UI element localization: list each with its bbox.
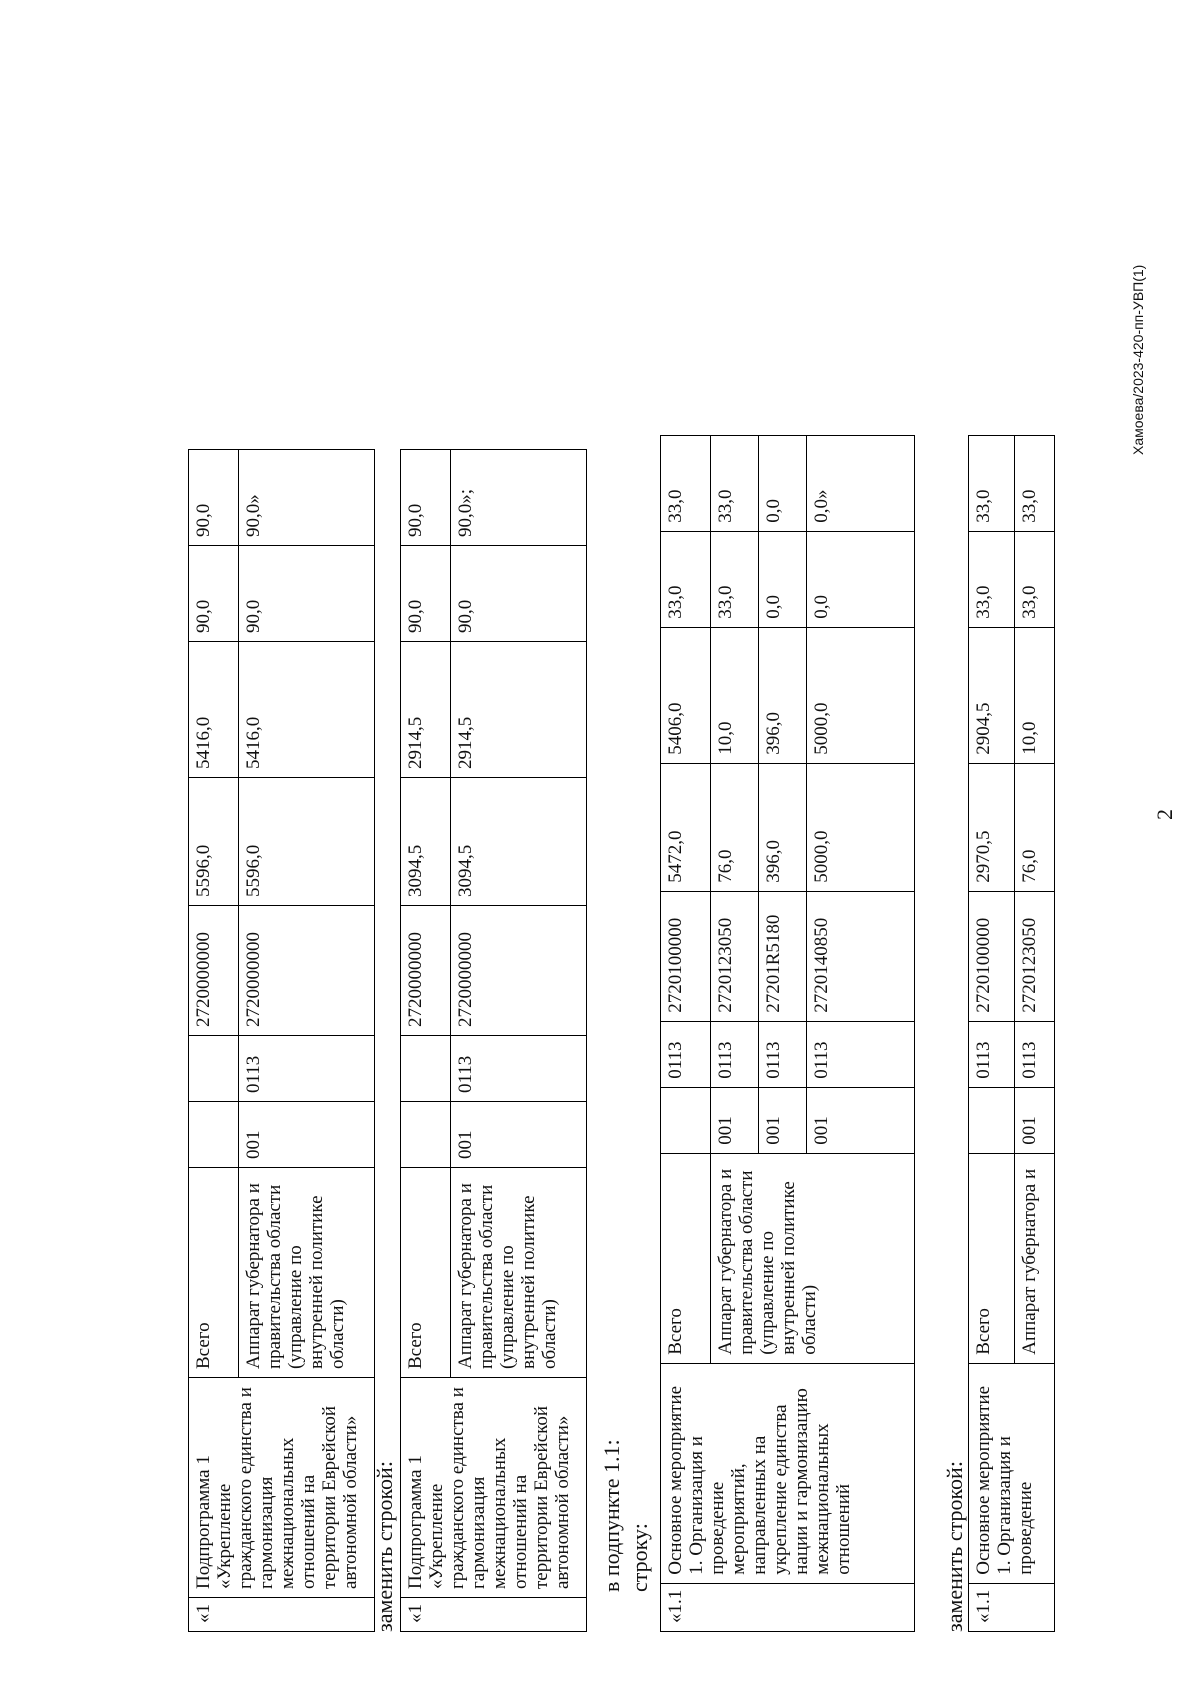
executor-cell: Аппарат губернатора и правительства области (управление по внутренней политике области)	[239, 1168, 375, 1378]
csr-cell: 2720123050	[1015, 891, 1055, 1021]
value-cell: 396,0	[759, 763, 807, 891]
value-cell: 5596,0	[189, 778, 239, 906]
table-row	[401, 450, 451, 1632]
value-cell: 5406,0	[661, 627, 711, 763]
grbs-cell	[661, 1087, 711, 1153]
value-cell: 2914,5	[451, 642, 587, 778]
row-name: Основное мероприятие 1. Организация и проведение мероприятий, направленных на укрепление единства нации и гармонизацию межнациональных отношений	[661, 1363, 915, 1583]
row-number: «1	[401, 1598, 587, 1632]
value-cell: 33,0	[711, 531, 759, 627]
row-name: Основное мероприятие 1. Организация и проведение	[969, 1363, 1055, 1583]
value-cell: 33,0	[969, 435, 1015, 531]
rzpr-cell: 0113	[451, 1036, 587, 1102]
row-number: «1.1	[661, 1583, 915, 1631]
executor-cell: Аппарат губернатора и	[1015, 1153, 1055, 1363]
row-number: «1.1	[969, 1583, 1055, 1631]
executor-cell: Всего	[189, 1168, 239, 1378]
value-cell: 33,0	[969, 531, 1015, 627]
grbs-cell: 001	[239, 1102, 375, 1168]
rotated-content	[140, 90, 1177, 1640]
value-cell: 3094,5	[401, 778, 451, 906]
executor-cell: Аппарат губернатора и правительства области (управление по внутренней политике области)	[711, 1153, 915, 1363]
value-cell: 90,0	[451, 546, 587, 642]
document-footer: Хамоева/2023-420-пп-УВП(1)	[1130, 264, 1146, 455]
value-cell: 0,0	[759, 531, 807, 627]
executor-cell: Всего	[969, 1153, 1015, 1363]
grbs-cell: 001	[1015, 1087, 1055, 1153]
csr-cell: 2720000000	[239, 906, 375, 1036]
value-cell: 2970,5	[969, 763, 1015, 891]
rzpr-cell	[401, 1036, 451, 1102]
rzpr-cell: 0113	[1015, 1021, 1055, 1087]
grbs-cell	[401, 1102, 451, 1168]
row-name: Подпрограмма 1 «Укрепление гражданского единства и гармонизация межнациональных отношений на территории Еврейской автономной области»	[401, 1378, 587, 1598]
value-cell: 33,0	[1015, 435, 1055, 531]
executor-cell: Всего	[401, 1168, 451, 1378]
value-cell: 76,0	[711, 763, 759, 891]
value-cell: 90,0	[239, 546, 375, 642]
value-cell: 0,0»	[807, 435, 915, 531]
table-original-activity	[660, 435, 915, 1632]
grbs-cell: 001	[759, 1087, 807, 1153]
csr-cell: 27201R5180	[759, 891, 807, 1021]
page-number: 2	[1152, 809, 1177, 820]
rzpr-cell: 0113	[661, 1021, 711, 1087]
table-replacement-subprogram	[400, 449, 587, 1632]
value-cell: 33,0	[1015, 531, 1055, 627]
table-row	[661, 435, 711, 1631]
executor-cell: Всего	[661, 1153, 711, 1363]
grbs-cell: 001	[711, 1087, 759, 1153]
note-in-subpoint: в подпункте 1.1:	[599, 1439, 624, 1592]
value-cell: 3094,5	[451, 778, 587, 906]
value-cell: 90,0»	[239, 450, 375, 546]
value-cell: 396,0	[759, 627, 807, 763]
note-replace-1: заменить строкой:	[372, 1461, 397, 1632]
row-number: «1	[189, 1598, 375, 1632]
note-replace-2: заменить строкой:	[942, 1461, 967, 1632]
executor-cell: Аппарат губернатора и правительства области (управление по внутренней политике области)	[451, 1168, 587, 1378]
rzpr-cell: 0113	[239, 1036, 375, 1102]
value-cell: 33,0	[711, 435, 759, 531]
value-cell: 5472,0	[661, 763, 711, 891]
value-cell: 90,0	[401, 546, 451, 642]
csr-cell: 2720100000	[661, 891, 711, 1021]
note-row: строку:	[627, 1523, 652, 1592]
value-cell: 5416,0	[189, 642, 239, 778]
value-cell: 2904,5	[969, 627, 1015, 763]
rzpr-cell: 0113	[807, 1021, 915, 1087]
csr-cell: 2720000000	[401, 906, 451, 1036]
table-row	[189, 450, 239, 1632]
table-replacement-activity	[968, 435, 1055, 1632]
value-cell: 90,0	[401, 450, 451, 546]
table-row	[969, 435, 1015, 1631]
value-cell: 90,0»;	[451, 450, 587, 546]
row-name: Подпрограмма 1 «Укрепление гражданского единства и гармонизация межнациональных отношений на территории Еврейской автономной области»	[189, 1378, 375, 1598]
rzpr-cell	[189, 1036, 239, 1102]
grbs-cell: 001	[807, 1087, 915, 1153]
grbs-cell	[969, 1087, 1015, 1153]
table-original-subprogram	[188, 449, 375, 1632]
value-cell: 5000,0	[807, 627, 915, 763]
csr-cell: 2720000000	[451, 906, 587, 1036]
rzpr-cell: 0113	[759, 1021, 807, 1087]
value-cell: 10,0	[711, 627, 759, 763]
csr-cell: 2720100000	[969, 891, 1015, 1021]
value-cell: 10,0	[1015, 627, 1055, 763]
value-cell: 90,0	[189, 450, 239, 546]
rzpr-cell: 0113	[711, 1021, 759, 1087]
value-cell: 0,0	[759, 435, 807, 531]
value-cell: 76,0	[1015, 763, 1055, 891]
csr-cell: 2720123050	[711, 891, 759, 1021]
grbs-cell	[189, 1102, 239, 1168]
value-cell: 90,0	[189, 546, 239, 642]
value-cell: 5596,0	[239, 778, 375, 906]
rzpr-cell: 0113	[969, 1021, 1015, 1087]
csr-cell: 2720140850	[807, 891, 915, 1021]
value-cell: 0,0	[807, 531, 915, 627]
value-cell: 33,0	[661, 435, 711, 531]
value-cell: 33,0	[661, 531, 711, 627]
value-cell: 2914,5	[401, 642, 451, 778]
value-cell: 5000,0	[807, 763, 915, 891]
csr-cell: 2720000000	[189, 906, 239, 1036]
grbs-cell: 001	[451, 1102, 587, 1168]
value-cell: 5416,0	[239, 642, 375, 778]
